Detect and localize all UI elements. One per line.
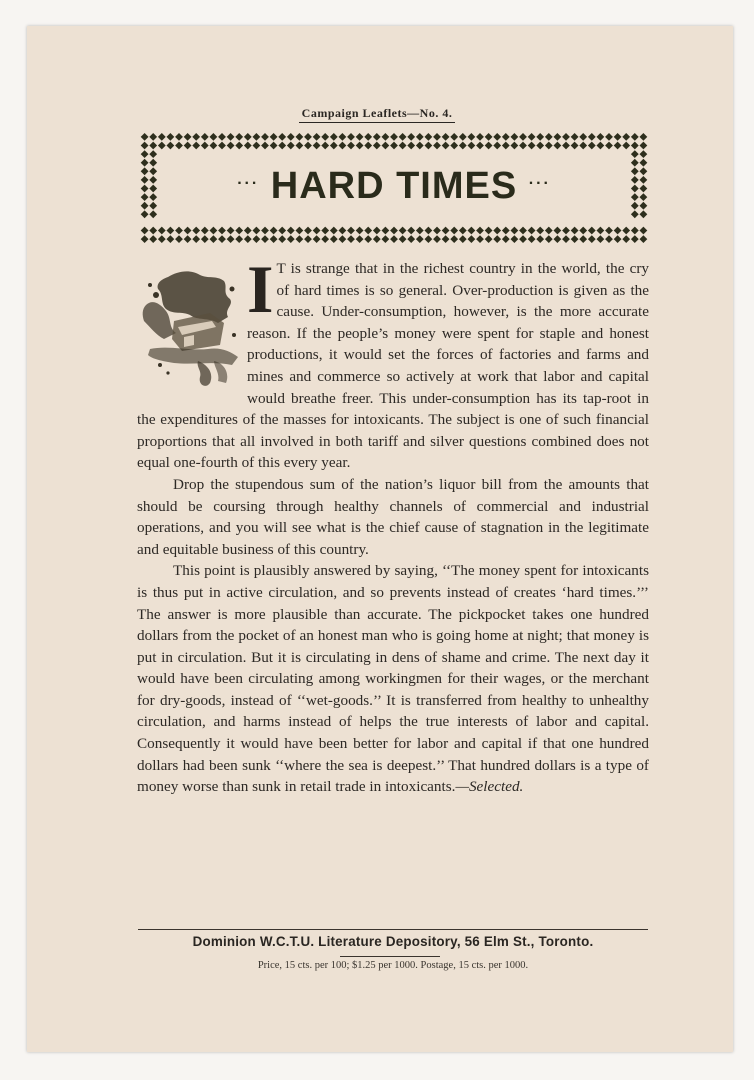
- border-diamond: [571, 235, 579, 243]
- border-diamond: [502, 227, 510, 235]
- border-diamond: [296, 142, 304, 150]
- border-diamond: [201, 133, 209, 141]
- border-diamond: [304, 133, 312, 141]
- border-diamond: [278, 227, 286, 235]
- border-diamond: [235, 133, 243, 141]
- border-diamond: [339, 227, 347, 235]
- border-diamond: [511, 227, 519, 235]
- border-diamond: [459, 235, 467, 243]
- border-diamond: [579, 227, 587, 235]
- border-diamond: [373, 235, 381, 243]
- border-diamond: [356, 235, 364, 243]
- border-diamond: [270, 133, 278, 141]
- border-diamond: [175, 227, 183, 235]
- border-diamond: [425, 235, 433, 243]
- border-diamond: [640, 150, 648, 158]
- border-diamond: [536, 133, 544, 141]
- border-diamond: [545, 133, 553, 141]
- border-diamond: [450, 227, 458, 235]
- border-diamond: [511, 133, 519, 141]
- border-diamond: [235, 142, 243, 150]
- border-diamond: [631, 235, 639, 243]
- border-diamond: [579, 142, 587, 150]
- border-diamond: [313, 142, 321, 150]
- border-diamond: [227, 133, 235, 141]
- border-diamond: [227, 227, 235, 235]
- footer-price: Price, 15 cts. per 100; $1.25 per 1000. Postage, 15 cts. per 1000.: [257, 960, 529, 971]
- border-diamond: [468, 142, 476, 150]
- border-diamond: [476, 235, 484, 243]
- border-diamond: [382, 133, 390, 141]
- border-diamond: [244, 142, 252, 150]
- border-diamond: [321, 142, 329, 150]
- border-diamond: [631, 227, 639, 235]
- border-diamond: [554, 133, 562, 141]
- border-diamond: [141, 142, 149, 150]
- border-diamond: [571, 227, 579, 235]
- border-diamond: [313, 235, 321, 243]
- border-diamond: [304, 235, 312, 243]
- border-diamond: [416, 133, 424, 141]
- footer-depository: Dominion W.C.T.U. Literature Depository, 56 Elm St., Toronto.: [192, 934, 594, 949]
- border-diamond: [485, 227, 493, 235]
- border-diamond: [192, 133, 200, 141]
- border-diamond: [192, 235, 200, 243]
- border-diamond: [313, 227, 321, 235]
- border-diamond: [605, 227, 613, 235]
- border-diamond: [175, 235, 183, 243]
- border-diamond: [562, 227, 570, 235]
- border-diamond: [622, 227, 630, 235]
- border-diamond: [407, 142, 415, 150]
- border-diamond: [554, 227, 562, 235]
- border-diamond: [253, 227, 261, 235]
- border-diamond: [321, 227, 329, 235]
- border-diamond: [631, 133, 639, 141]
- border-diamond: [528, 142, 536, 150]
- border-diamond: [184, 227, 192, 235]
- border-diamond: [640, 142, 648, 150]
- border-diamond: [158, 227, 166, 235]
- border-diamond: [261, 235, 269, 243]
- border-diamond: [459, 133, 467, 141]
- border-diamond: [356, 133, 364, 141]
- border-diamond: [425, 227, 433, 235]
- border-diamond: [571, 133, 579, 141]
- border-diamond: [261, 133, 269, 141]
- border-diamond: [493, 227, 501, 235]
- border-diamond: [588, 227, 596, 235]
- border-diamond: [450, 235, 458, 243]
- border-diamond: [476, 133, 484, 141]
- title-dots-left: ···: [237, 174, 260, 192]
- border-diamond: [640, 210, 648, 218]
- border-diamond: [399, 227, 407, 235]
- border-diamond: [407, 133, 415, 141]
- border-diamond: [175, 142, 183, 150]
- border-diamond: [519, 133, 527, 141]
- border-diamond: [614, 142, 622, 150]
- border-diamond: [528, 227, 536, 235]
- border-diamond: [167, 142, 175, 150]
- border-diamond: [253, 235, 261, 243]
- border-diamond: [141, 227, 149, 235]
- border-diamond: [640, 235, 648, 243]
- border-diamond: [210, 142, 218, 150]
- title-text: HARD TIMES: [270, 165, 518, 207]
- border-diamond: [175, 133, 183, 141]
- drop-cap: I: [247, 251, 274, 327]
- border-diamond: [579, 235, 587, 243]
- border-diamond: [399, 133, 407, 141]
- border-diamond: [201, 227, 209, 235]
- border-diamond: [390, 142, 398, 150]
- border-diamond: [528, 235, 536, 243]
- paragraph-3-text: This point is plausibly answered by saying, ‘‘The money spent for intoxicants is thus put in active circulation, and so prevents instead of creates ‘hard times.’’’ The answer is more plausible than accurate. The pickpocket takes one hundred dollars from the pocket of an honest man who is going home at night; that money is put in circulation. But it is circulating in dens of shame and crime. The next day it would have been circulating among workingmen for their wages, or the merchant for dry-goods, instead of ‘‘wet-goods.’’ It is transferred from healthy to unhealthy circulation, and harms instead of helps the true interests of labor and capital. Consequently it would have been better for labor and capital if that one hundred dollars had been sunk ‘‘where the sea is deepest.’’ That hundred dollars is a type of money worse than sunk in retail trade in intoxicants.: [137, 562, 649, 796]
- border-diamond: [468, 133, 476, 141]
- border-diamond: [235, 235, 243, 243]
- border-diamond: [278, 235, 286, 243]
- border-diamond: [425, 142, 433, 150]
- border-diamond: [511, 235, 519, 243]
- border-diamond: [227, 235, 235, 243]
- border-diamond: [201, 235, 209, 243]
- border-diamond: [502, 142, 510, 150]
- border-diamond: [493, 142, 501, 150]
- border-diamond: [459, 227, 467, 235]
- border-diamond: [588, 235, 596, 243]
- border-diamond: [210, 227, 218, 235]
- border-diamond: [622, 235, 630, 243]
- border-diamond: [347, 227, 355, 235]
- border-diamond: [597, 133, 605, 141]
- border-diamond: [261, 142, 269, 150]
- border-diamond: [485, 133, 493, 141]
- paragraph-1: T is strange that in the richest country in the world, the cry of hard times is so general. Over-production is given as the cause. Under-consumption, however, is the more accurate reason. If the people’s money were spent for staple and honest productions, it would set the forces of factories and farms and mines and commerce so actively at work that labor and capital would breathe freer. This under-consumption has its tap-root in the expenditures of the masses for intoxicants. The subject is one of such financial proportions that all involved in both tariff and silver questions combined does not equal one-fourth of this every year.: [137, 260, 649, 472]
- border-diamond: [562, 133, 570, 141]
- border-diamond: [614, 133, 622, 141]
- border-diamond: [562, 235, 570, 243]
- border-diamond: [141, 210, 149, 218]
- border-diamond: [493, 133, 501, 141]
- border-diamond: [235, 227, 243, 235]
- border-diamond: [356, 227, 364, 235]
- border-diamond: [485, 142, 493, 150]
- border-diamond: [614, 227, 622, 235]
- border-diamond: [149, 210, 157, 218]
- border-diamond: [493, 235, 501, 243]
- border-diamond: [597, 235, 605, 243]
- leaflet-title: [138, 165, 650, 208]
- border-diamond: [442, 142, 450, 150]
- border-diamond: [313, 133, 321, 141]
- border-diamond: [270, 227, 278, 235]
- border-diamond: [622, 142, 630, 150]
- border-diamond: [347, 235, 355, 243]
- border-diamond: [296, 133, 304, 141]
- border-diamond: [519, 142, 527, 150]
- border-diamond: [476, 227, 484, 235]
- border-diamond: [588, 142, 596, 150]
- border-diamond: [399, 142, 407, 150]
- border-diamond: [382, 227, 390, 235]
- footer-short-rule: [340, 956, 440, 957]
- border-diamond: [149, 227, 157, 235]
- border-diamond: [304, 142, 312, 150]
- border-diamond: [373, 142, 381, 150]
- border-diamond: [597, 227, 605, 235]
- border-diamond: [605, 235, 613, 243]
- border-diamond: [244, 133, 252, 141]
- border-diamond: [339, 133, 347, 141]
- border-diamond: [296, 227, 304, 235]
- border-diamond: [502, 235, 510, 243]
- border-diamond: [192, 227, 200, 235]
- border-diamond: [330, 142, 338, 150]
- border-diamond: [536, 235, 544, 243]
- border-diamond: [433, 227, 441, 235]
- border-diamond: [356, 142, 364, 150]
- border-diamond: [244, 227, 252, 235]
- border-diamond: [425, 133, 433, 141]
- border-diamond: [536, 142, 544, 150]
- border-diamond: [545, 235, 553, 243]
- border-diamond: [433, 133, 441, 141]
- border-diamond: [253, 142, 261, 150]
- border-diamond: [399, 235, 407, 243]
- border-diamond: [218, 142, 226, 150]
- border-diamond: [227, 142, 235, 150]
- border-diamond: [261, 227, 269, 235]
- border-diamond: [339, 142, 347, 150]
- paragraph-3: [137, 560, 649, 798]
- border-diamond: [433, 142, 441, 150]
- border-diamond: [468, 235, 476, 243]
- border-diamond: [330, 235, 338, 243]
- vignette-float-space: [137, 258, 247, 388]
- border-diamond: [390, 235, 398, 243]
- title-dots-right: ···: [528, 174, 551, 192]
- paragraph-2: Drop the stupendous sum of the nation’s liquor bill from the amounts that should be coursing through healthy channels of commercial and industrial operations, and you will see what is the chief cause of stagnation in the legitimate and equitable business of this country.: [137, 475, 649, 558]
- border-diamond: [442, 133, 450, 141]
- border-diamond: [605, 142, 613, 150]
- border-diamond: [167, 227, 175, 235]
- border-diamond: [468, 227, 476, 235]
- border-diamond: [304, 227, 312, 235]
- border-diamond: [631, 142, 639, 150]
- border-diamond: [597, 142, 605, 150]
- border-diamond: [330, 227, 338, 235]
- border-diamond: [287, 235, 295, 243]
- border-diamond: [476, 142, 484, 150]
- border-diamond: [382, 235, 390, 243]
- border-diamond: [167, 235, 175, 243]
- border-diamond: [450, 133, 458, 141]
- article-body: [137, 251, 649, 798]
- border-diamond: [545, 142, 553, 150]
- border-diamond: [192, 142, 200, 150]
- border-diamond: [158, 235, 166, 243]
- border-diamond: [218, 227, 226, 235]
- border-diamond: [407, 235, 415, 243]
- border-diamond: [364, 235, 372, 243]
- attribution: —Selected.: [455, 778, 524, 796]
- border-diamond: [184, 235, 192, 243]
- border-diamond: [149, 133, 157, 141]
- border-diamond: [579, 133, 587, 141]
- border-diamond: [149, 235, 157, 243]
- border-diamond: [442, 235, 450, 243]
- border-diamond: [364, 142, 372, 150]
- border-diamond: [588, 133, 596, 141]
- border-diamond: [321, 235, 329, 243]
- border-diamond: [450, 142, 458, 150]
- border-diamond: [364, 227, 372, 235]
- border-diamond: [614, 235, 622, 243]
- border-diamond: [554, 235, 562, 243]
- border-diamond: [433, 235, 441, 243]
- border-diamond: [519, 227, 527, 235]
- border-diamond: [571, 142, 579, 150]
- border-diamond: [347, 133, 355, 141]
- border-diamond: [554, 142, 562, 150]
- border-diamond: [270, 142, 278, 150]
- border-diamond: [442, 227, 450, 235]
- border-diamond: [631, 150, 639, 158]
- border-diamond: [149, 142, 157, 150]
- border-diamond: [296, 235, 304, 243]
- border-diamond: [622, 133, 630, 141]
- border-diamond: [382, 142, 390, 150]
- border-diamond: [459, 142, 467, 150]
- border-diamond: [210, 235, 218, 243]
- border-diamond: [347, 142, 355, 150]
- border-diamond: [210, 133, 218, 141]
- border-diamond: [373, 133, 381, 141]
- footer-divider: [138, 929, 648, 930]
- border-diamond: [502, 133, 510, 141]
- border-diamond: [407, 227, 415, 235]
- border-diamond: [545, 227, 553, 235]
- border-diamond: [184, 142, 192, 150]
- border-diamond: [287, 133, 295, 141]
- border-diamond: [201, 142, 209, 150]
- border-diamond: [562, 142, 570, 150]
- border-diamond: [158, 133, 166, 141]
- border-diamond: [278, 142, 286, 150]
- border-diamond: [373, 227, 381, 235]
- border-diamond: [253, 133, 261, 141]
- border-diamond: [416, 235, 424, 243]
- border-diamond: [640, 133, 648, 141]
- border-diamond: [390, 227, 398, 235]
- border-diamond: [605, 133, 613, 141]
- border-diamond: [485, 235, 493, 243]
- border-diamond: [330, 133, 338, 141]
- border-diamond: [631, 210, 639, 218]
- border-diamond: [416, 142, 424, 150]
- border-diamond: [528, 133, 536, 141]
- border-diamond: [287, 227, 295, 235]
- border-diamond: [536, 227, 544, 235]
- series-label-text: Campaign Leaflets—No. 4.: [299, 106, 456, 123]
- border-diamond: [184, 133, 192, 141]
- border-diamond: [149, 150, 157, 158]
- border-diamond: [244, 235, 252, 243]
- series-label: [0, 106, 754, 121]
- border-diamond: [640, 227, 648, 235]
- border-diamond: [270, 235, 278, 243]
- border-diamond: [321, 133, 329, 141]
- border-diamond: [278, 133, 286, 141]
- border-diamond: [218, 133, 226, 141]
- border-diamond: [141, 150, 149, 158]
- border-diamond: [364, 133, 372, 141]
- border-diamond: [167, 133, 175, 141]
- border-diamond: [141, 133, 149, 141]
- border-diamond: [218, 235, 226, 243]
- border-diamond: [141, 235, 149, 243]
- border-diamond: [339, 235, 347, 243]
- border-diamond: [158, 142, 166, 150]
- border-diamond: [390, 133, 398, 141]
- border-diamond: [287, 142, 295, 150]
- border-diamond: [519, 235, 527, 243]
- border-diamond: [511, 142, 519, 150]
- border-diamond: [416, 227, 424, 235]
